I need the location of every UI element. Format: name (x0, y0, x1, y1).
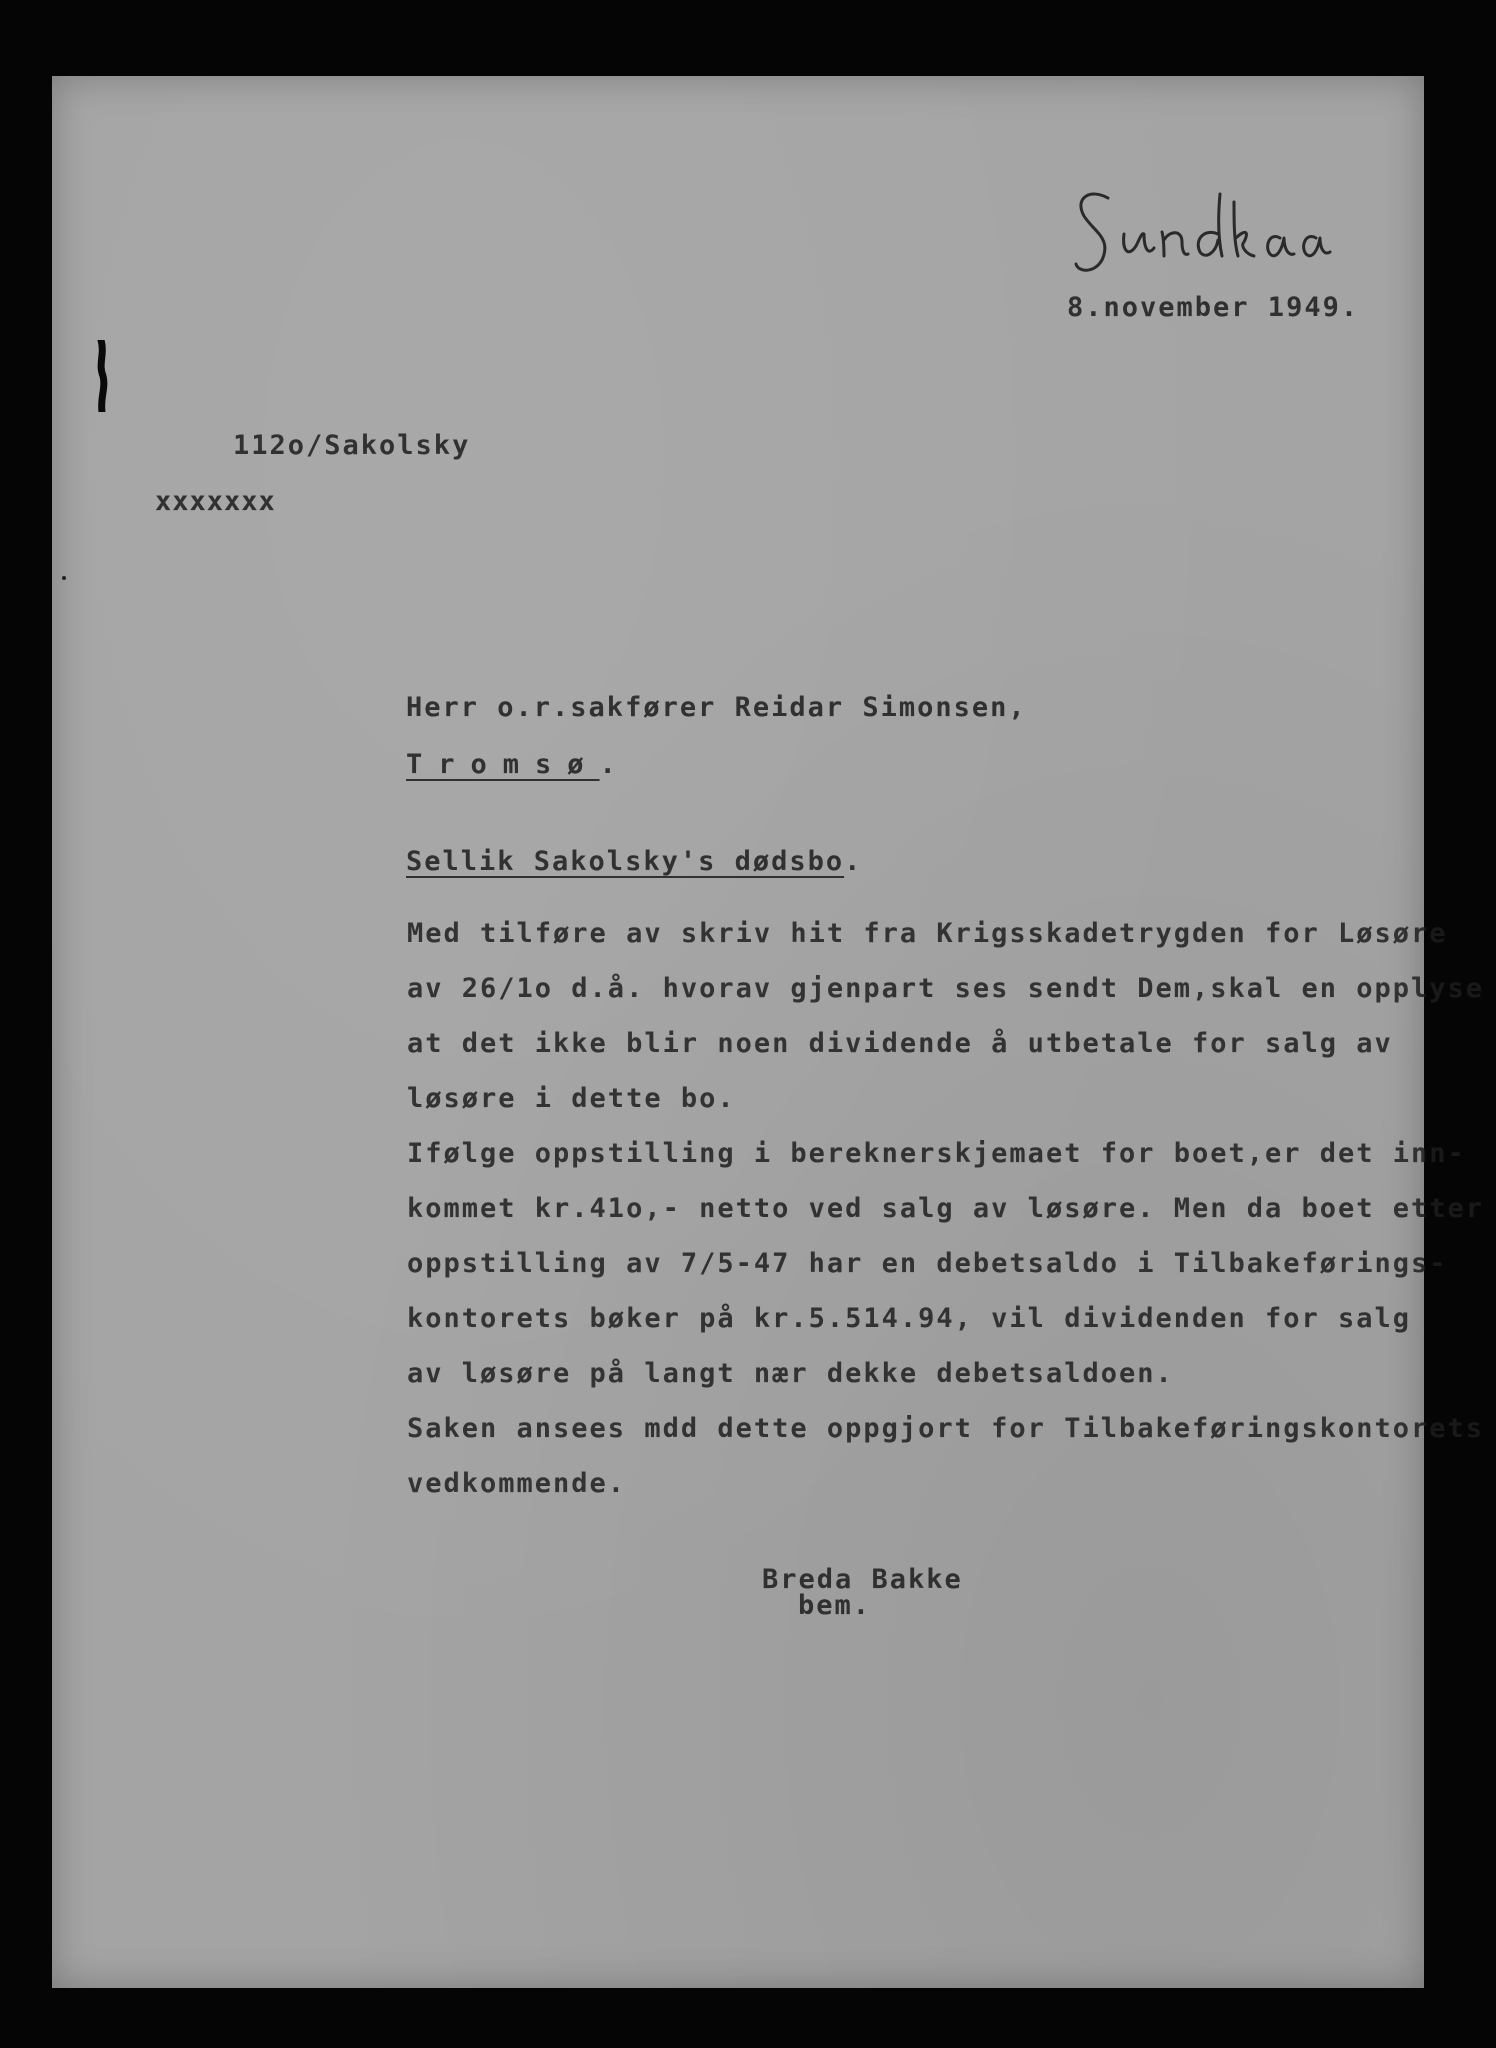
body-line: Med tilføre av skriv hit fra Krigsskadetrygden for Løsøre (407, 918, 1448, 949)
signature-title: bem. (798, 1590, 872, 1621)
body-line: av 26/1o d.å. hvorav gjenpart ses sendt Dem,skal en opplyse (407, 973, 1485, 1004)
body-line: kontorets bøker på kr.5.514.94, vil dividenden for salg (407, 1303, 1412, 1334)
margin-ink-mark (94, 340, 108, 412)
reference-number: 112o/Sakolsky (233, 430, 471, 461)
body-line: oppstilling av 7/5-47 har en debetsaldo i Tilbakeførings- (407, 1248, 1448, 1279)
body-line: løsøre i dette bo. (407, 1083, 736, 1114)
signature-name: Breda Bakke (762, 1564, 963, 1595)
subject: Sellik Sakolsky's dødsbo (406, 846, 845, 877)
recipient-city-punct: . (599, 749, 618, 780)
letter-body (407, 906, 1484, 1511)
recipient-city-line (406, 751, 618, 778)
body-line: Saken ansees mdd dette oppgjort for Tilbakeføringskontorets (407, 1413, 1485, 1444)
body-line: at det ikke blir noen dividende å utbetale for salg av (407, 1028, 1393, 1059)
recipient-city: Tromsø (406, 749, 600, 780)
subject-punct: . (844, 846, 863, 877)
letter-paper (52, 76, 1485, 1988)
body-line: av løsøre på langt nær dekke debetsaldoen. (407, 1358, 1174, 1389)
body-line: kommet kr.41o,- netto ved salg av løsøre. Men da boet etter (407, 1193, 1485, 1224)
reference-crossed-out: xxxxxxx (155, 486, 276, 517)
letter-date: 8.november 1949. (1067, 292, 1360, 323)
subject-line (406, 848, 862, 875)
recipient-name: Herr o.r.sakfører Reidar Simonsen, (406, 692, 1027, 723)
body-line: Ifølge oppstilling i bereknerskjemaet for boet,er det inn- (407, 1138, 1466, 1169)
body-line: vedkommende. (407, 1468, 627, 1499)
paper-speck (62, 576, 66, 580)
handwritten-note (1068, 176, 1368, 286)
